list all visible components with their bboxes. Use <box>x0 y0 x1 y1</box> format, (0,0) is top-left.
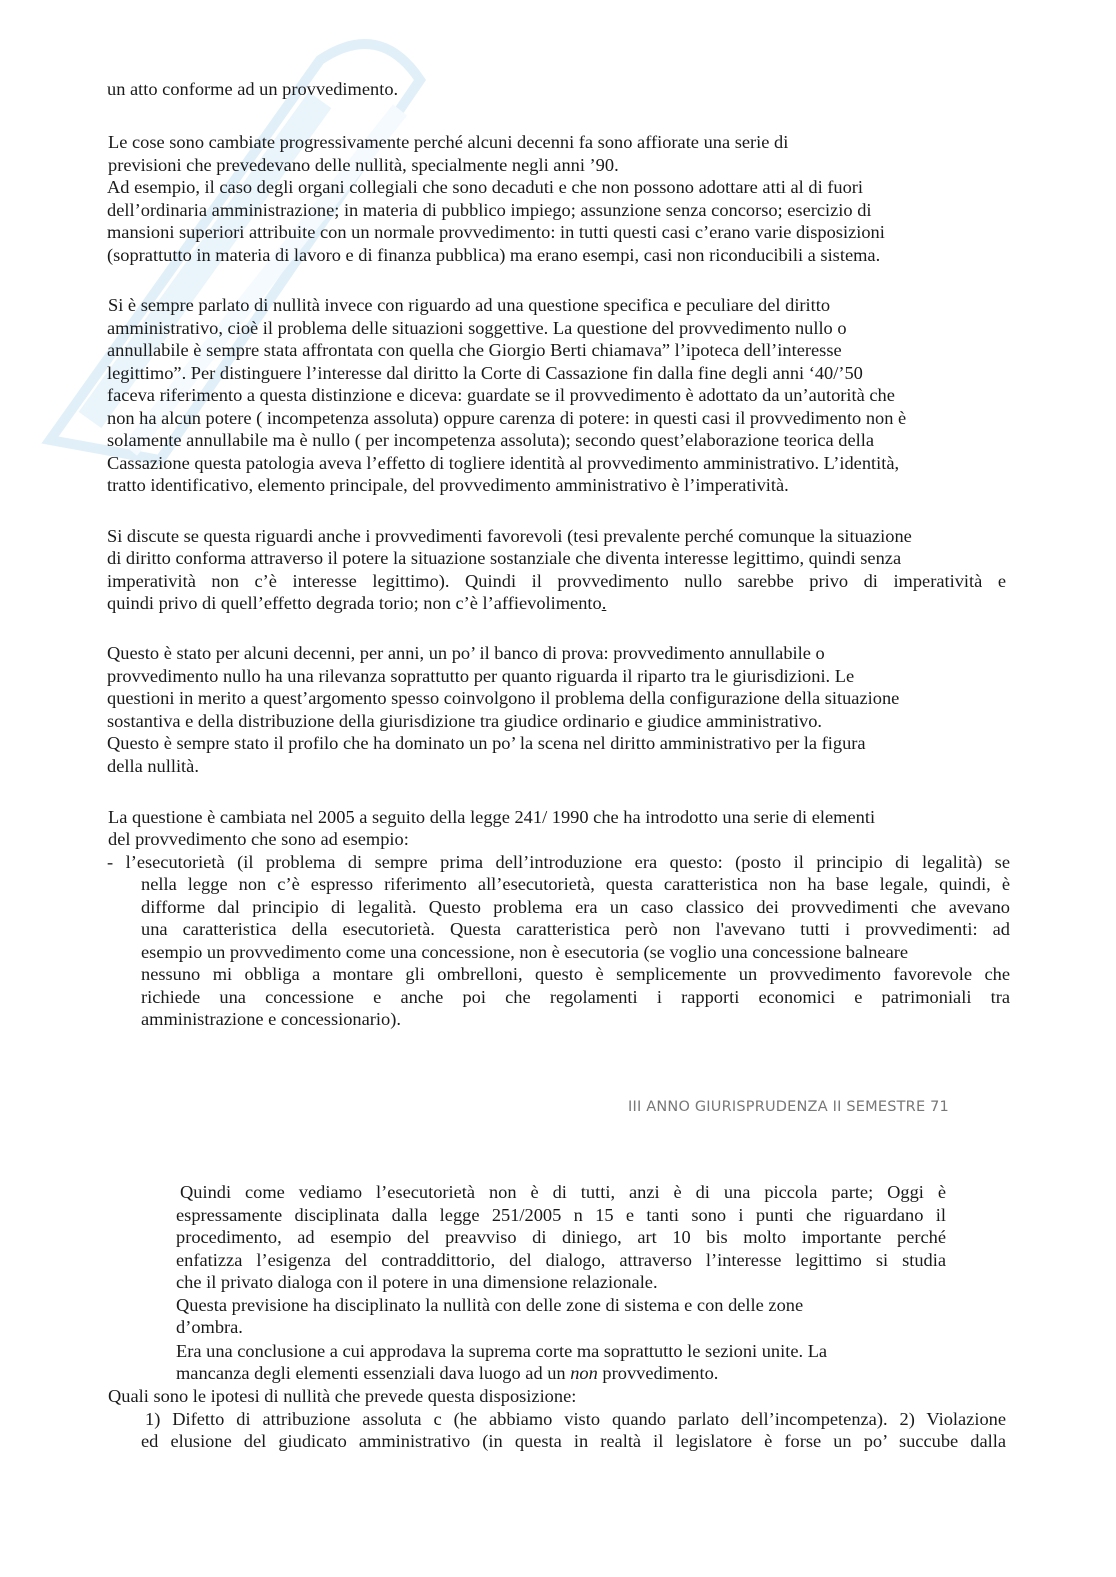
text-line: (soprattutto in materia di lavoro e di finanza pubblica) ma erano esempi, casi non riconducibili a sistema. <box>107 245 881 265</box>
text-span: provvedimento. <box>597 1363 719 1383</box>
text-line: La questione è cambiata nel 2005 a seguito della legge 241/ 1990 che ha introdotto una serie di elementi <box>108 807 876 827</box>
text-line: un atto conforme ad un provvedimento. <box>107 79 399 99</box>
text-line: difforme dal principio di legalità. Questo problema era un caso classico dei provvedimenti che avevano <box>141 897 1010 917</box>
text-line: annullabile è sempre stata affrontata con quella che Giorgio Berti chiamava” l’ipoteca dell’interesse <box>107 340 842 360</box>
text-line: Le cose sono cambiate progressivamente perché alcuni decenni fa sono affiorate una serie di <box>108 132 789 152</box>
text-line: richiede una concessione e anche poi che regolamenti i rapporti economici e patrimoniali tra <box>141 987 1010 1007</box>
text-line <box>107 592 606 615</box>
text-line: Questa previsione ha disciplinato la nullità con delle zone di sistema e con delle zone <box>176 1295 804 1315</box>
text-line: espressamente disciplinata dalla legge 251/2005 n 15 e tanti sono i punti che riguardano il <box>176 1205 946 1225</box>
text-line: esempio un provvedimento come una concessione, non è esecutoria (se voglio una concessione balneare <box>141 942 909 962</box>
text-line: Questo è stato per alcuni decenni, per anni, un po’ il banco di prova: provvedimento annullabile o <box>107 643 825 663</box>
text-line: Cassazione questa patologia aveva l’effetto di togliere identità al provvedimento amministrativo. L’identità, <box>107 453 900 473</box>
text-line: una caratteristica della esecutorietà. Questa caratteristica però non l'avevano tutti i provvedimenti: ad <box>141 919 1010 939</box>
text-span: . <box>601 593 607 613</box>
text-line: tratto identificativo, elemento principale, del provvedimento amministrativo è l’imperatività. <box>107 475 789 495</box>
page-footer: III ANNO GIURISPRUDENZA II SEMESTRE 71 <box>628 1099 949 1115</box>
text-line: del provvedimento che sono ad esempio: <box>108 829 409 849</box>
text-line: enfatizza l’esigenza del contraddittorio, del dialogo, attraverso l’interesse legittimo si studia <box>176 1250 946 1270</box>
text-line: - l’esecutorietà (il problema di sempre prima dell’introduzione era questo: (posto il principio di legalità) se <box>107 852 1010 872</box>
text-line: questioni in merito a quest’argomento spesso coinvolgono il problema della configurazione della situazione <box>107 688 900 708</box>
text-line: mansioni superiori attribuite con un normale provvedimento: in tutti questi casi c’erano varie disposizioni <box>107 222 885 242</box>
text-line: Questo è sempre stato il profilo che ha dominato un po’ la scena nel diritto amministrativo per la figura <box>107 733 866 753</box>
text-line: nella legge non c’è espresso riferimento all’esecutorietà, questa caratteristica non ha base legale, quindi, è <box>141 874 1010 894</box>
text-line: Si discute se questa riguardi anche i provvedimenti favorevoli (tesi prevalente perché comunque la situazione <box>107 526 912 546</box>
text-line: solamente annullabile ma è nullo ( per incompetenza assoluta); secondo quest’elaborazione teorica della <box>107 430 874 450</box>
text-line: Quali sono le ipotesi di nullità che prevede questa disposizione: <box>108 1386 577 1406</box>
text-line: procedimento, ad esempio del preavviso di diniego, art 10 bis molto importante perché <box>176 1227 946 1247</box>
emphasis-text: non <box>570 1363 598 1383</box>
text-line: amministrazione e concessionario). <box>141 1009 401 1029</box>
text-line: che il privato dialoga con il potere in una dimensione relazionale. <box>176 1272 658 1292</box>
text-line: ed elusione del giudicato amministrativo (in questa in realtà il legislatore è forse un po’ succube dalla <box>141 1431 1006 1451</box>
text-line: 1) Difetto di attribuzione assoluta c (he abbiamo visto quando parlato dell’incompetenza). 2) Violazione <box>145 1409 1006 1429</box>
text-line: faceva riferimento a questa distinzione e diceva: guardate se il provvedimento è adottato da un’autorità che <box>107 385 895 405</box>
text-line: amministrativo, cioè il problema delle situazioni soggettive. La questione del provvedimento nullo o <box>107 318 847 338</box>
text-line: non ha alcun potere ( incompetenza assoluta) oppure carenza di potere: in questi casi il provvedimento non è <box>107 408 907 428</box>
text-span: mancanza degli elementi essenziali dava luogo ad un <box>176 1363 571 1383</box>
text-line: Ad esempio, il caso degli organi collegiali che sono decaduti e che non possono adottare atti al di fuori <box>107 177 864 197</box>
text-line: provvedimento nullo ha una rilevanza soprattutto per quanto riguarda il riparto tra le giurisdizioni. Le <box>107 666 855 686</box>
text-line: imperatività non c’è interesse legittimo). Quindi il provvedimento nullo sarebbe privo di imperatività e <box>107 571 1006 591</box>
text-line: della nullità. <box>107 756 199 776</box>
text-line: Quindi come vediamo l’esecutorietà non è di tutti, anzi è di una piccola parte; Oggi è <box>180 1182 946 1202</box>
text-line: legittimo”. Per distinguere l’interesse dal diritto la Corte di Cassazione fin dalla fine degli anni ‘40/’50 <box>107 363 863 383</box>
text-line: sostantiva e della distribuzione della giurisdizione tra giudice ordinario e giudice amministrativo. <box>107 711 822 731</box>
text-line <box>176 1362 718 1385</box>
text-line: Si è sempre parlato di nullità invece con riguardo ad una questione specifica e peculiare del diritto <box>108 295 831 315</box>
text-line: di diritto conforma attraverso il potere la situazione sostanziale che diventa interesse legittimo, quindi senza <box>107 548 902 568</box>
text-line: d’ombra. <box>176 1317 243 1337</box>
text-span: quindi privo di quell’effetto degrada torio; non c’è l’affievolimento <box>107 593 602 613</box>
text-line: dell’ordinaria amministrazione; in materia di pubblico impiego; assunzione senza concorso; esercizio di <box>107 200 872 220</box>
text-line: previsioni che prevedevano delle nullità, specialmente negli anni ’90. <box>108 155 619 175</box>
text-line: nessuno mi obbliga a montare gli ombrelloni, questo è semplicemente un provvedimento favorevole che <box>141 964 1010 984</box>
text-line: Era una conclusione a cui approdava la suprema corte ma soprattutto le sezioni unite. La <box>176 1341 828 1361</box>
